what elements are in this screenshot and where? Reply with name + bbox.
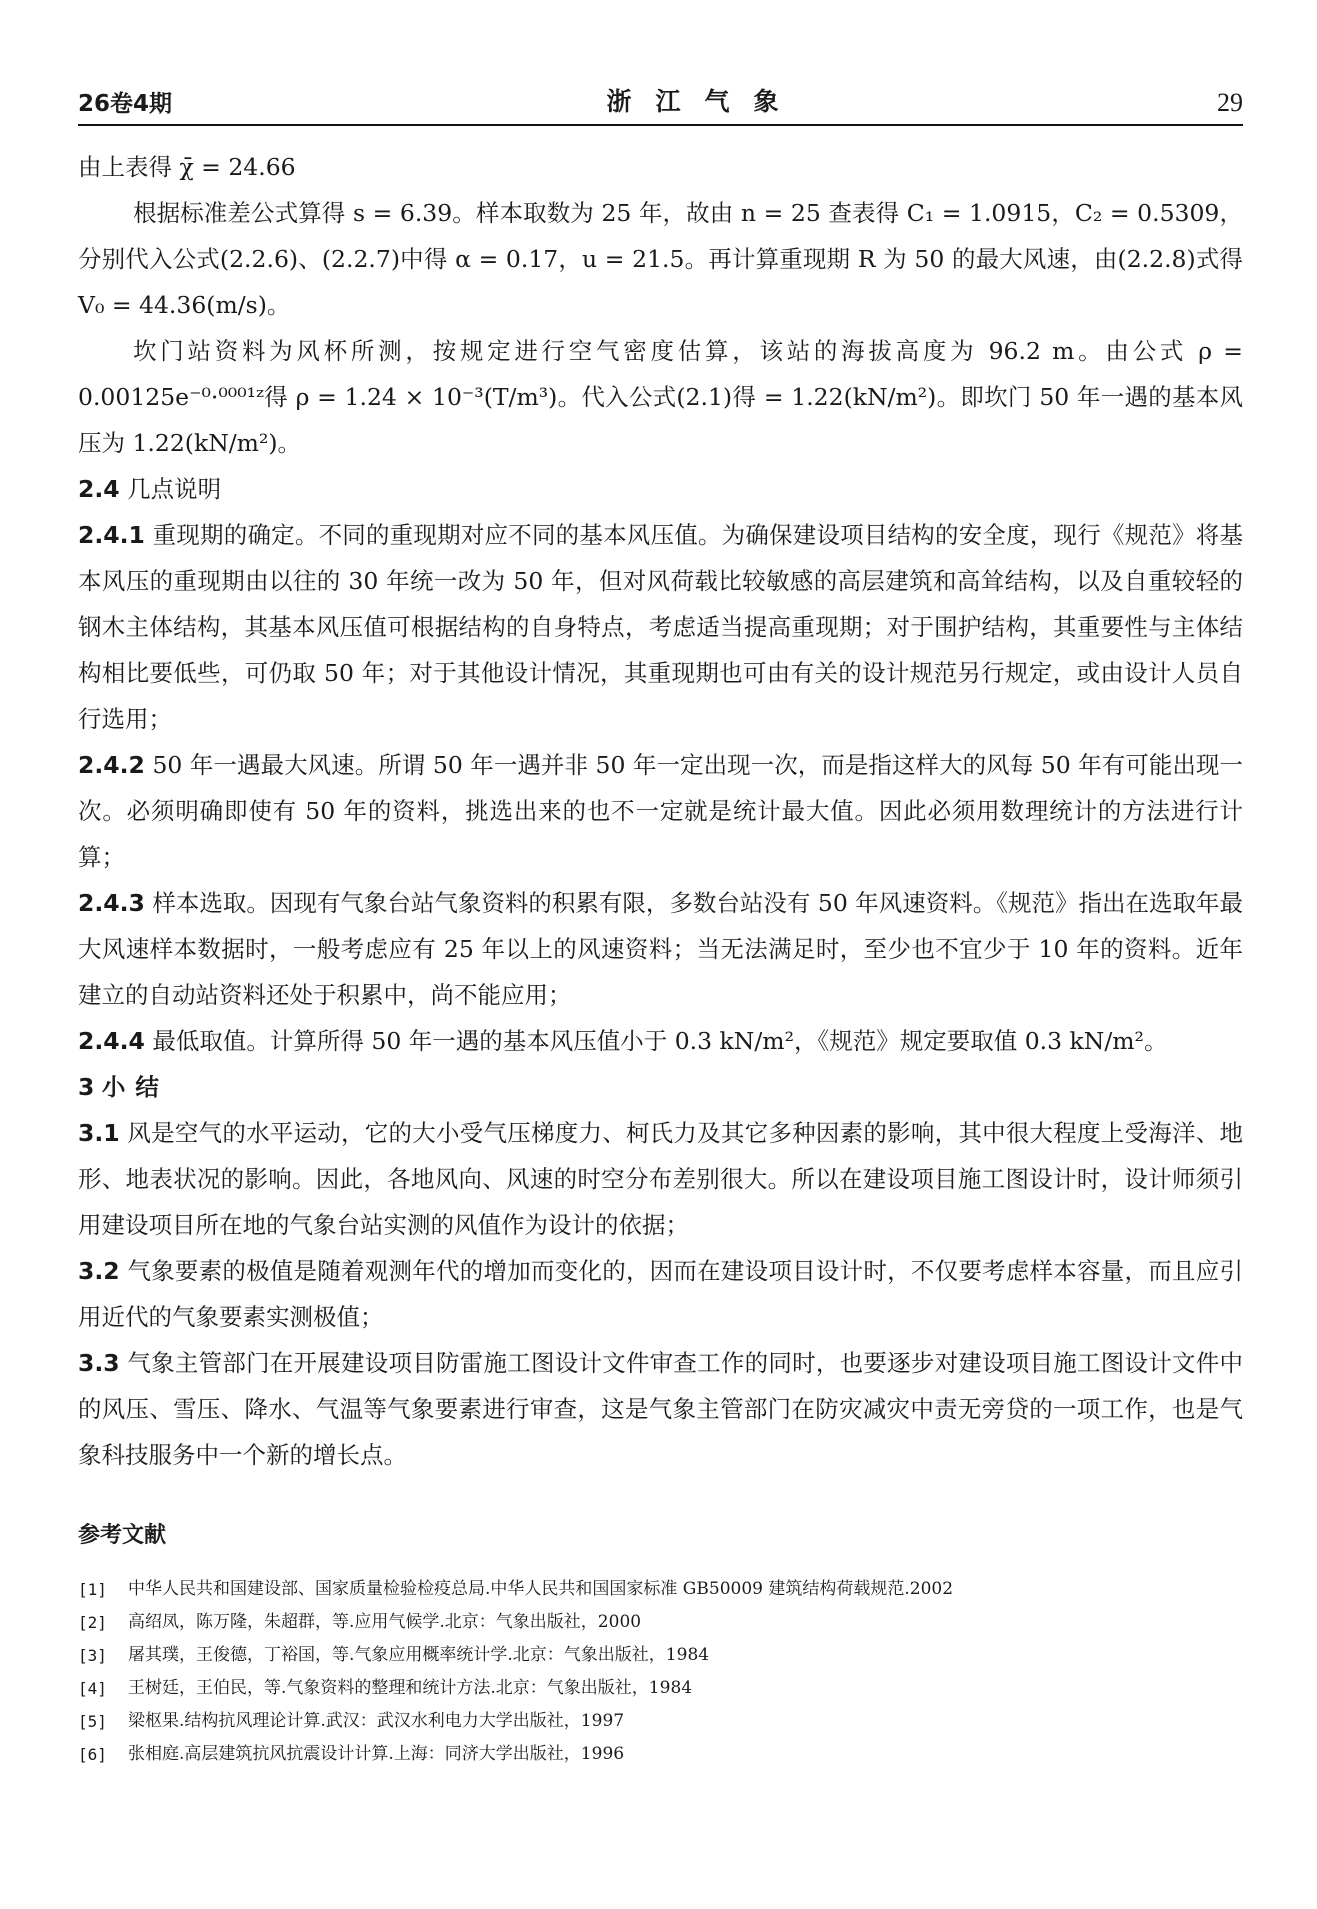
section-title: 几点说明 — [127, 475, 222, 503]
item-text: 重现期的确定。不同的重现期对应不同的基本风压值。为确保建设项目结构的安全度，现行《规范》将基本风压的重现期由以往的 30 年统一改为 50 年，但对风荷载比较敏感的高层建筑和高耸结构，以及自重较轻的钢木主体结构，其基本风压值可根据结构的自身特点，考虑适当提高重现期；对于围护结构，其重要性与主体结构相比要低些，可仍取 50 年；对于其他设计情况，其重现期也可由有关的设计规范另行规定，或由设计人员自行选用； — [78, 521, 1243, 733]
item-text: 气象要素的极值是随着观测年代的增加而变化的，因而在建设项目设计时，不仅要考虑样本容量，而且应引用近代的气象要素实测极值； — [78, 1257, 1243, 1331]
page-number: 29 — [1217, 88, 1243, 117]
reference-text: 张相庭.高层建筑抗风抗震设计计算.上海：同济大学出版社，1996 — [128, 1744, 625, 1764]
reference-number: [5] — [78, 1712, 107, 1731]
journal-title: 浙江气象 — [606, 87, 803, 116]
article-body — [78, 144, 1243, 1478]
section-number: 2.4 — [78, 475, 120, 503]
reference-text: 王树廷，王伯民，等.气象资料的整理和统计方法.北京：气象出版社，1984 — [128, 1678, 693, 1698]
paragraph: 由上表得 χ̄ = 24.66 — [78, 153, 296, 181]
issue-label: 26卷4期 — [78, 91, 173, 117]
item-number: 2.4.1 — [78, 521, 145, 549]
header-rule — [78, 124, 1243, 126]
numbered-item — [78, 1340, 1243, 1478]
item-number: 3.1 — [78, 1119, 120, 1147]
paragraph: 坎门站资料为风杯所测，按规定进行空气密度估算，该站的海拔高度为 96.2 m。由公式 ρ = 0.00125e⁻⁰·⁰⁰⁰¹ᶻ得 ρ = 1.24 × 10⁻³(T/m³)。代入公式(2.1)得 = 1.22(kN/m²)。即坎门 50 年一遇的基本风压为 1.22(kN/m²)。 — [78, 337, 1243, 457]
numbered-item — [78, 512, 1243, 742]
numbered-item — [78, 880, 1243, 1018]
running-header — [78, 78, 1243, 118]
reference-item — [78, 1705, 1243, 1738]
item-text: 风是空气的水平运动，它的大小受气压梯度力、柯氏力及其它多种因素的影响，其中很大程度上受海洋、地形、地表状况的影响。因此，各地风向、风速的时空分布差别很大。所以在建设项目施工图设计时，设计师须引用建设项目所在地的气象台站实测的风值作为设计的依据； — [78, 1119, 1243, 1239]
reference-number: [3] — [78, 1646, 107, 1665]
reference-item — [78, 1606, 1243, 1639]
page — [78, 78, 1243, 1771]
section-heading — [78, 1064, 1243, 1110]
reference-number: [4] — [78, 1679, 107, 1698]
item-number: 2.4.4 — [78, 1027, 145, 1055]
numbered-item — [78, 1110, 1243, 1248]
reference-item — [78, 1639, 1243, 1672]
reference-item — [78, 1672, 1243, 1705]
item-number: 2.4.3 — [78, 889, 145, 917]
section-title: 小结 — [101, 1073, 169, 1101]
item-text: 50 年一遇最大风速。所谓 50 年一遇并非 50 年一定出现一次，而是指这样大的风每 50 年有可能出现一次。必须明确即使有 50 年的资料，挑选出来的也不一定就是统计最大值。因此必须用数理统计的方法进行计算； — [78, 751, 1243, 871]
reference-text: 中华人民共和国建设部、国家质量检验检疫总局.中华人民共和国国家标准 GB50009 建筑结构荷载规范.2002 — [128, 1579, 954, 1599]
numbered-item — [78, 742, 1243, 880]
item-number: 2.4.2 — [78, 751, 145, 779]
reference-text: 高绍凤，陈万隆，朱超群，等.应用气候学.北京：气象出版社，2000 — [128, 1612, 642, 1632]
item-text: 气象主管部门在开展建设项目防雷施工图设计文件审查工作的同时，也要逐步对建设项目施工图设计文件中的风压、雪压、降水、气温等气象要素进行审查，这是气象主管部门在防灾减灾中责无旁贷的一项工作，也是气象科技服务中一个新的增长点。 — [78, 1349, 1243, 1469]
paragraph: 根据标准差公式算得 s = 6.39。样本取数为 25 年，故由 n = 25 查表得 C₁ = 1.0915，C₂ = 0.5309，分别代入公式(2.2.6)、(2.2.7)中得 α = 0.17，u = 21.5。再计算重现期 R 为 50 的最大风速，由(2.2.8)式得 V₀ = 44.36(m/s)。 — [78, 199, 1243, 319]
numbered-item — [78, 1018, 1243, 1064]
reference-item — [78, 1573, 1243, 1606]
item-text: 最低取值。计算所得 50 年一遇的基本风压值小于 0.3 kN/m²，《规范》规定要取值 0.3 kN/m²。 — [152, 1027, 1168, 1055]
section-heading — [78, 466, 1243, 512]
reference-text: 屠其璞，王俊德，丁裕国，等.气象应用概率统计学.北京：气象出版社，1984 — [128, 1645, 710, 1665]
reference-text: 梁枢果.结构抗风理论计算.武汉：武汉水利电力大学出版社，1997 — [128, 1711, 625, 1731]
numbered-item — [78, 1248, 1243, 1340]
item-number: 3.3 — [78, 1349, 120, 1377]
reference-number: [2] — [78, 1613, 107, 1632]
item-number: 3.2 — [78, 1257, 120, 1285]
reference-number: [6] — [78, 1745, 107, 1764]
reference-number: [1] — [78, 1580, 107, 1599]
reference-item — [78, 1738, 1243, 1771]
item-text: 样本选取。因现有气象台站气象资料的积累有限，多数台站没有 50 年风速资料。《规范》指出在选取年最大风速样本数据时，一般考虑应有 25 年以上的风速资料；当无法满足时，至少也不宜少于 10 年的资料。近年建立的自动站资料还处于积累中，尚不能应用； — [78, 889, 1243, 1009]
reference-list — [78, 1573, 1243, 1771]
section-number: 3 — [78, 1073, 95, 1101]
references-heading: 参考文献 — [78, 1523, 167, 1548]
